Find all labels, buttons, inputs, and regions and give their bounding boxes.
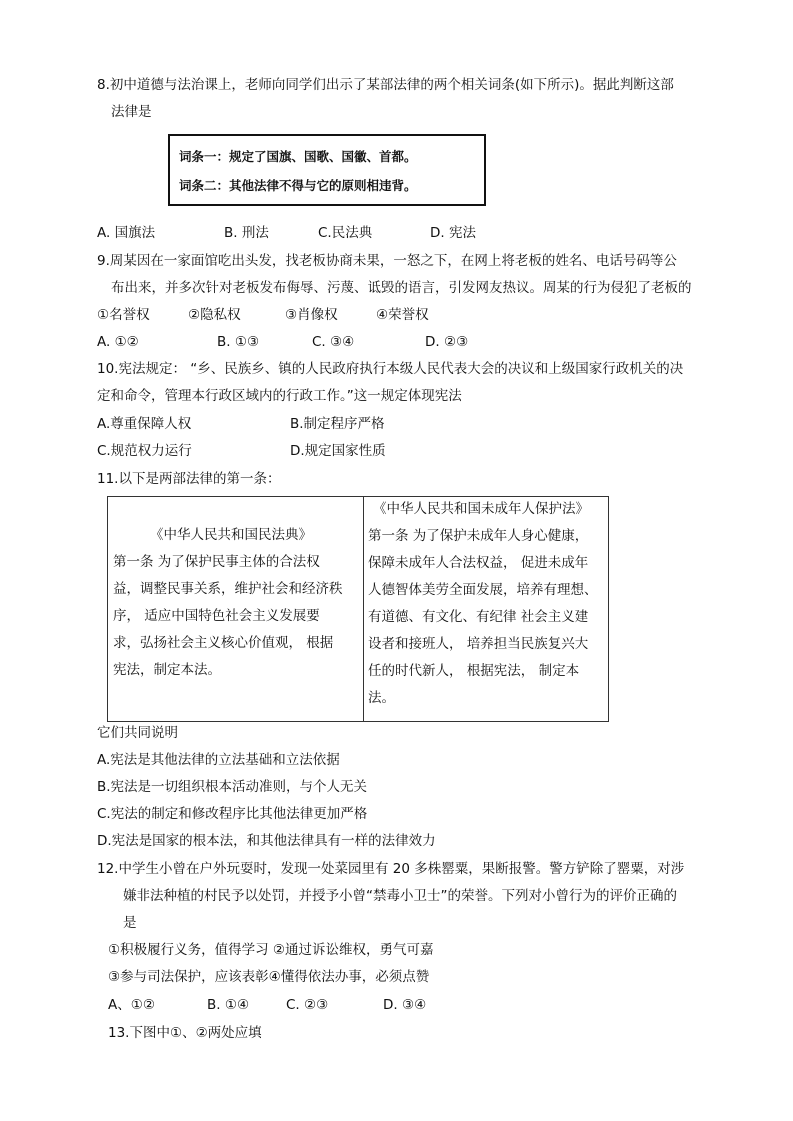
q12-items-line1: ①积极履行义务，值得学习 ②通过诉讼维权，勇气可嘉 bbox=[108, 942, 434, 958]
q12-stem-line2: 嫌非法种植的村民予以处罚，并授予小曾“禁毒小卫士”的荣誉。下列对小曾行为的评价正确的 bbox=[123, 888, 677, 904]
q8-option-a: A. 国旗法 bbox=[97, 225, 156, 241]
q11-table-divider bbox=[363, 497, 364, 721]
q9-option-c: C. ③④ bbox=[312, 334, 355, 350]
q11-right-line: 任的时代新人， 根据宪法， 制定本 bbox=[368, 663, 580, 679]
q10-option-d: D.规定国家性质 bbox=[290, 443, 386, 459]
q12-items-line2: ③参与司法保护，应该表彰④懂得依法办事，必须点赞 bbox=[108, 969, 430, 985]
q12-option-c: C. ②③ bbox=[286, 997, 329, 1013]
q11-right-line: 保障未成年人合法权益， 促进未成年 bbox=[368, 555, 589, 571]
q11-right-line: 法。 bbox=[368, 690, 395, 706]
q12-stem-line1: 12.中学生小曾在户外玩耍时，发现一处菜园里有 20 多株罂粟，果断报警。警方铲除了罂粟，对涉 bbox=[97, 861, 685, 877]
q12-option-b: B. ①④ bbox=[207, 997, 250, 1013]
q11-left-line: 宪法，制定本法。 bbox=[113, 662, 221, 678]
q12-stem-line3: 是 bbox=[123, 915, 137, 931]
q9-option-b: B. ①③ bbox=[217, 334, 260, 350]
q8-stem-line1: 8.初中道德与法治课上，老师向同学们出示了某部法律的两个相关词条(如下所示)。据此判断这部 bbox=[97, 77, 674, 93]
q8-option-b: B. 刑法 bbox=[224, 225, 269, 241]
q11-left-line: 求，弘扬社会主义核心价值观， 根据 bbox=[113, 635, 334, 651]
q8-stem-line2: 法律是 bbox=[111, 104, 152, 120]
q10-option-a: A.尊重保障人权 bbox=[97, 416, 192, 432]
q10-stem-line1: 10.宪法规定： “乡、民族乡、镇的人民政府执行本级人民代表大会的决议和上级国家行政机关的决 bbox=[97, 361, 684, 377]
q12-option-a: A、①② bbox=[108, 997, 155, 1013]
q11-right-line: 第一条 为了保护未成年人身心健康， bbox=[368, 528, 589, 544]
q9-stem-line2: 布出来，并多次针对老板发布侮辱、污蔑、诋毁的语言，引发网友热议。周某的行为侵犯了老板的 bbox=[111, 280, 692, 296]
q9-item-3: ③肖像权 bbox=[285, 307, 338, 323]
q9-item-4: ④荣誉权 bbox=[376, 307, 429, 323]
q11-option-b: B.宪法是一切组织根本活动准则，与个人无关 bbox=[97, 779, 368, 795]
q8-entry1: 词条一：规定了国旗、国歌、国徽、首都。 bbox=[179, 149, 417, 164]
q11-after-text: 它们共同说明 bbox=[97, 725, 178, 741]
q9-item-2: ②隐私权 bbox=[188, 307, 241, 323]
q9-item-1: ①名誉权 bbox=[97, 307, 150, 323]
q11-law-table bbox=[107, 496, 609, 722]
q9-stem-line1: 9.周某因在一家面馆吃出头发，找老板协商未果，一怒之下，在网上将老板的姓名、电话号码等公 bbox=[97, 253, 677, 269]
q8-option-d: D. 宪法 bbox=[430, 225, 476, 241]
q12-option-d: D. ③④ bbox=[383, 997, 427, 1013]
q11-right-title: 《中华人民共和国未成年人保护法》 bbox=[373, 501, 589, 517]
q11-right-line: 人德智体美劳全面发展，培养有理想、 bbox=[368, 582, 598, 598]
q9-option-d: D. ②③ bbox=[425, 334, 469, 350]
q8-entry2: 词条二：其他法律不得与它的原则相违背。 bbox=[179, 178, 417, 193]
q13-stem: 13.下图中①、②两处应填 bbox=[108, 1025, 262, 1041]
q11-right-line: 有道德、有文化、有纪律 社会主义建 bbox=[368, 609, 589, 625]
q11-option-a: A.宪法是其他法律的立法基础和立法依据 bbox=[97, 752, 340, 768]
q11-left-title: 《中华人民共和国民法典》 bbox=[150, 527, 312, 543]
q11-left-line: 益，调整民事关系，维护社会和经济秩 bbox=[113, 581, 343, 597]
q11-right-line: 设者和接班人， 培养担当民族复兴大 bbox=[368, 636, 589, 652]
q8-option-c: C.民法典 bbox=[318, 225, 373, 241]
q8-entry-box bbox=[168, 134, 486, 206]
q11-left-line: 序， 适应中国特色社会主义发展要 bbox=[113, 608, 320, 624]
q11-left-line: 第一条 为了保护民事主体的合法权 bbox=[113, 554, 320, 570]
q11-option-c: C.宪法的制定和修改程序比其他法律更加严格 bbox=[97, 806, 368, 822]
q10-stem-line2: 定和命令，管理本行政区域内的行政工作。”这一规定体现宪法 bbox=[97, 388, 462, 404]
q10-option-c: C.规范权力运行 bbox=[97, 443, 192, 459]
q11-stem: 11.以下是两部法律的第一条： bbox=[97, 471, 281, 487]
q10-option-b: B.制定程序严格 bbox=[290, 416, 385, 432]
q9-option-a: A. ①② bbox=[97, 334, 139, 350]
q11-option-d: D.宪法是国家的根本法，和其他法律具有一样的法律效力 bbox=[97, 833, 436, 849]
